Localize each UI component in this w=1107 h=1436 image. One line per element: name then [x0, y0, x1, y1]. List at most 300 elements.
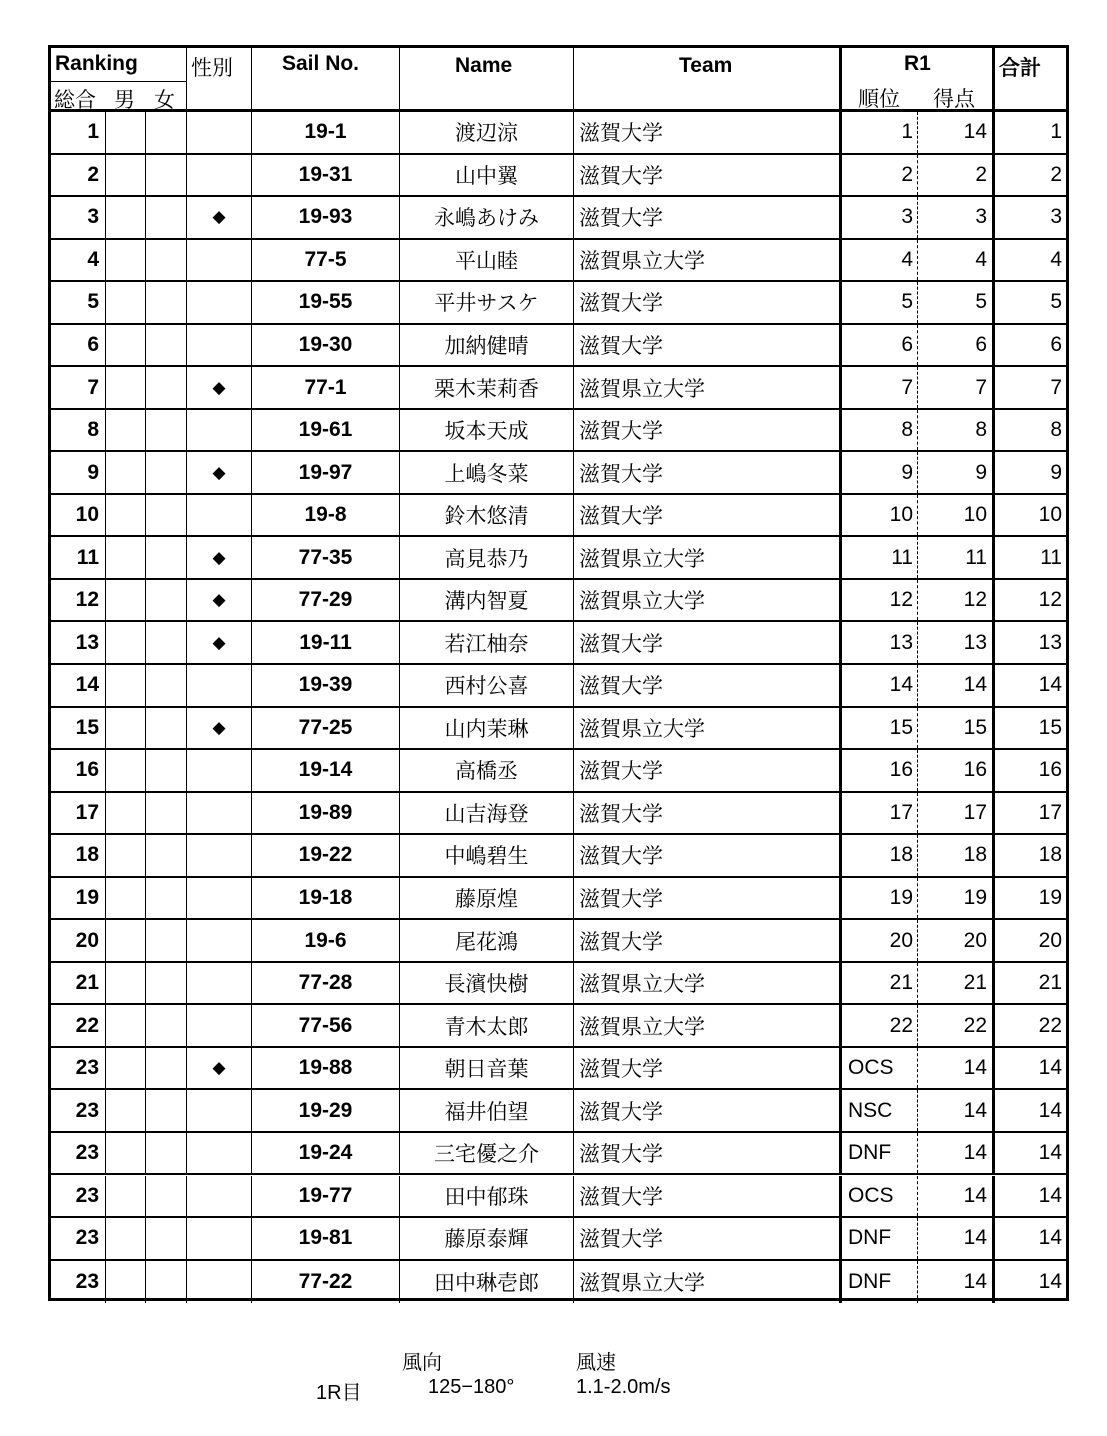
sail-no-label: Sail No.: [282, 52, 360, 75]
ranking-header: [51, 48, 187, 112]
sail-header: [252, 48, 400, 109]
rank-cell: 23: [51, 1090, 106, 1131]
team-cell: 滋賀大学: [574, 750, 842, 791]
table-row: [51, 1218, 1066, 1261]
sail-no-cell: 19-39: [252, 665, 400, 706]
gender-cell: [187, 240, 252, 281]
sail-no-cell: 19-61: [252, 410, 400, 451]
team-cell: 滋賀大学: [574, 622, 842, 663]
position-cell: 20: [842, 920, 918, 961]
name-cell: 田中琳壱郎: [400, 1261, 574, 1304]
female-rank-cell: [146, 495, 187, 536]
gender-cell: ◆: [187, 622, 252, 663]
position-cell: 5: [842, 282, 918, 323]
race-header: [842, 48, 995, 109]
female-rank-cell: [146, 665, 187, 706]
position-cell: 22: [842, 1005, 918, 1046]
table-row: [51, 1048, 1066, 1091]
position-cell: DNF: [842, 1218, 918, 1259]
total-cell: 14: [1038, 1183, 1062, 1207]
name-cell: 栗木茉莉香: [400, 367, 574, 408]
male-rank-cell: [106, 1218, 146, 1259]
gender-cell: [187, 1133, 252, 1174]
team-cell: 滋賀県立大学: [574, 240, 842, 281]
gender-cell: [187, 920, 252, 961]
rank-cell: 23: [51, 1133, 106, 1174]
male-rank-cell: [106, 878, 146, 919]
name-cell: 高橋丞: [400, 750, 574, 791]
points-cell: 14: [918, 1261, 995, 1304]
team-cell: 滋賀大学: [574, 665, 842, 706]
male-rank-cell: [106, 325, 146, 366]
name-cell: 高見恭乃: [400, 537, 574, 578]
gender-cell: ◆: [187, 537, 252, 578]
name-label: Name: [455, 54, 513, 77]
male-rank-cell: [106, 580, 146, 621]
name-cell: 上嶋冬菜: [400, 452, 574, 493]
position-cell: 15: [842, 708, 918, 749]
sail-no-cell: 19-8: [252, 495, 400, 536]
total-cell: 14: [1038, 673, 1062, 697]
gender-cell: [187, 1176, 252, 1217]
name-cell: 山中翼: [400, 155, 574, 196]
points-cell: 12: [918, 580, 995, 621]
gender-cell: [187, 963, 252, 1004]
total-cell: 14: [1038, 1056, 1062, 1080]
name-cell: 加納健晴: [400, 325, 574, 366]
name-cell: 藤原煌: [400, 878, 574, 919]
table-row: [51, 878, 1066, 921]
total-cell: 7: [1050, 375, 1062, 399]
sail-no-cell: 19-22: [252, 835, 400, 876]
results-table: [48, 45, 1069, 1301]
table-row: [51, 282, 1066, 325]
table-row: [51, 112, 1066, 155]
total-cell: 14: [1038, 1098, 1062, 1122]
male-label: 男: [114, 88, 135, 112]
sail-no-cell: 77-5: [252, 240, 400, 281]
points-cell: 5: [918, 282, 995, 323]
total-cell: 12: [1038, 588, 1062, 612]
rank-cell: 19: [51, 878, 106, 919]
rank-cell: 9: [51, 452, 106, 493]
name-cell: 山内茉琳: [400, 708, 574, 749]
table-row: [51, 155, 1066, 198]
points-cell: 19: [918, 878, 995, 919]
team-cell: 滋賀大学: [574, 1048, 842, 1089]
position-cell: OCS: [842, 1048, 918, 1089]
name-cell: 鈴木悠清: [400, 495, 574, 536]
rank-cell: 13: [51, 622, 106, 663]
race-label: R1: [904, 52, 931, 75]
team-cell: 滋賀大学: [574, 793, 842, 834]
position-label: 順位: [858, 87, 900, 111]
wind-direction-value: 125−180°: [428, 1376, 515, 1398]
table-row: [51, 665, 1066, 708]
female-rank-cell: [146, 963, 187, 1004]
total-cell: 4: [1050, 247, 1062, 271]
gender-cell: [187, 282, 252, 323]
position-cell: 12: [842, 580, 918, 621]
rank-cell: 4: [51, 240, 106, 281]
sail-no-cell: 19-1: [252, 112, 400, 153]
team-cell: 滋賀大学: [574, 325, 842, 366]
total-cell: 3: [1050, 205, 1062, 229]
table-row: [51, 750, 1066, 793]
table-row: [51, 1261, 1066, 1304]
name-cell: 若江柚奈: [400, 622, 574, 663]
female-rank-cell: [146, 1218, 187, 1259]
male-rank-cell: [106, 835, 146, 876]
gender-cell: [187, 410, 252, 451]
sail-no-cell: 19-97: [252, 452, 400, 493]
table-row: [51, 240, 1066, 283]
name-cell: 田中郁珠: [400, 1176, 574, 1217]
points-cell: 11: [918, 537, 995, 578]
points-cell: 20: [918, 920, 995, 961]
name-cell: 福井伯望: [400, 1090, 574, 1131]
female-rank-cell: [146, 1090, 187, 1131]
name-cell: 尾花鴻: [400, 920, 574, 961]
male-rank-cell: [106, 1090, 146, 1131]
total-cell: 20: [1038, 928, 1062, 952]
gender-cell: ◆: [187, 367, 252, 408]
wind-direction-label: 風向: [402, 1350, 442, 1374]
rank-cell: 23: [51, 1218, 106, 1259]
position-cell: 10: [842, 495, 918, 536]
table-row: [51, 495, 1066, 538]
male-rank-cell: [106, 537, 146, 578]
name-cell: 坂本天成: [400, 410, 574, 451]
points-cell: 14: [918, 112, 995, 153]
sail-no-cell: 77-56: [252, 1005, 400, 1046]
female-rank-cell: [146, 367, 187, 408]
male-rank-cell: [106, 750, 146, 791]
rank-cell: 22: [51, 1005, 106, 1046]
rank-cell: 11: [51, 537, 106, 578]
points-cell: 14: [918, 665, 995, 706]
team-cell: 滋賀大学: [574, 452, 842, 493]
name-cell: 朝日音葉: [400, 1048, 574, 1089]
gender-cell: [187, 665, 252, 706]
female-rank-cell: [146, 197, 187, 238]
total-label: 合計: [999, 57, 1041, 80]
points-cell: 16: [918, 750, 995, 791]
wind-speed-value: 1.1-2.0m/s: [576, 1376, 671, 1398]
team-label: Team: [679, 54, 733, 77]
sail-no-cell: 19-93: [252, 197, 400, 238]
female-rank-cell: [146, 155, 187, 196]
team-cell: 滋賀大学: [574, 1133, 842, 1174]
gender-cell: [187, 878, 252, 919]
table-row: [51, 367, 1066, 410]
gender-cell: ◆: [187, 708, 252, 749]
table-row: [51, 835, 1066, 878]
position-cell: 3: [842, 197, 918, 238]
team-cell: 滋賀大学: [574, 920, 842, 961]
female-rank-cell: [146, 452, 187, 493]
points-cell: 4: [918, 240, 995, 281]
team-cell: 滋賀大学: [574, 282, 842, 323]
team-cell: 滋賀県立大学: [574, 708, 842, 749]
position-cell: 14: [842, 665, 918, 706]
table-row: [51, 1133, 1066, 1176]
points-cell: 2: [918, 155, 995, 196]
wind-speed-label: 風速: [576, 1350, 616, 1374]
sail-no-cell: 19-89: [252, 793, 400, 834]
rank-cell: 14: [51, 665, 106, 706]
female-rank-cell: [146, 750, 187, 791]
position-cell: 16: [842, 750, 918, 791]
points-cell: 8: [918, 410, 995, 451]
points-cell: 15: [918, 708, 995, 749]
team-cell: 滋賀大学: [574, 878, 842, 919]
total-header: [995, 48, 1066, 109]
sail-no-cell: 19-31: [252, 155, 400, 196]
position-cell: NSC: [842, 1090, 918, 1131]
team-cell: 滋賀県立大学: [574, 1005, 842, 1046]
male-rank-cell: [106, 1005, 146, 1046]
table-row: [51, 963, 1066, 1006]
table-row: [51, 537, 1066, 580]
gender-cell: ◆: [187, 580, 252, 621]
name-cell: 藤原泰輝: [400, 1218, 574, 1259]
gender-cell: ◆: [187, 452, 252, 493]
male-rank-cell: [106, 367, 146, 408]
female-rank-cell: [146, 622, 187, 663]
points-cell: 21: [918, 963, 995, 1004]
points-cell: 13: [918, 622, 995, 663]
table-row: [51, 452, 1066, 495]
rank-cell: 3: [51, 197, 106, 238]
team-cell: 滋賀大学: [574, 495, 842, 536]
male-rank-cell: [106, 197, 146, 238]
female-rank-cell: [146, 708, 187, 749]
male-rank-cell: [106, 1133, 146, 1174]
table-row: [51, 1090, 1066, 1133]
points-cell: 14: [918, 1176, 995, 1217]
name-cell: 西村公喜: [400, 665, 574, 706]
points-cell: 7: [918, 367, 995, 408]
team-cell: 滋賀大学: [574, 155, 842, 196]
points-cell: 3: [918, 197, 995, 238]
sail-no-cell: 19-29: [252, 1090, 400, 1131]
total-cell: 8: [1050, 418, 1062, 442]
total-cell: 13: [1038, 630, 1062, 654]
total-cell: 14: [1038, 1226, 1062, 1250]
rank-cell: 12: [51, 580, 106, 621]
total-cell: 21: [1038, 971, 1062, 995]
team-cell: 滋賀県立大学: [574, 963, 842, 1004]
female-rank-cell: [146, 325, 187, 366]
gender-cell: [187, 1218, 252, 1259]
position-cell: 18: [842, 835, 918, 876]
position-cell: 19: [842, 878, 918, 919]
male-rank-cell: [106, 240, 146, 281]
table-row: [51, 1176, 1066, 1219]
rank-cell: 8: [51, 410, 106, 451]
total-cell: 10: [1038, 503, 1062, 527]
table-row: [51, 325, 1066, 368]
male-rank-cell: [106, 282, 146, 323]
name-cell: 溝内智夏: [400, 580, 574, 621]
sail-no-cell: 19-77: [252, 1176, 400, 1217]
male-rank-cell: [106, 665, 146, 706]
sail-no-cell: 19-30: [252, 325, 400, 366]
points-cell: 14: [918, 1048, 995, 1089]
female-rank-cell: [146, 240, 187, 281]
gender-cell: [187, 155, 252, 196]
total-cell: 14: [1038, 1141, 1062, 1165]
female-rank-cell: [146, 793, 187, 834]
male-rank-cell: [106, 452, 146, 493]
sail-no-cell: 19-11: [252, 622, 400, 663]
rank-cell: 7: [51, 367, 106, 408]
table-header: [51, 48, 1066, 112]
rank-cell: 23: [51, 1261, 106, 1304]
gender-cell: [187, 835, 252, 876]
race-number-label: 1R目: [316, 1382, 362, 1404]
total-cell: 14: [1038, 1269, 1062, 1293]
table-row: [51, 410, 1066, 453]
gender-cell: [187, 1090, 252, 1131]
position-cell: DNF: [842, 1261, 918, 1304]
team-cell: 滋賀大学: [574, 1176, 842, 1217]
rank-cell: 23: [51, 1048, 106, 1089]
gender-cell: [187, 750, 252, 791]
name-cell: 三宅優之介: [400, 1133, 574, 1174]
sail-no-cell: 77-28: [252, 963, 400, 1004]
table-row: [51, 793, 1066, 836]
male-rank-cell: [106, 1048, 146, 1089]
points-cell: 18: [918, 835, 995, 876]
sail-no-cell: 77-22: [252, 1261, 400, 1304]
rank-cell: 15: [51, 708, 106, 749]
rank-cell: 23: [51, 1176, 106, 1217]
overall-label: 総合: [54, 88, 96, 112]
male-rank-cell: [106, 155, 146, 196]
team-cell: 滋賀大学: [574, 410, 842, 451]
rank-cell: 10: [51, 495, 106, 536]
points-cell: 14: [918, 1090, 995, 1131]
rank-cell: 1: [51, 112, 106, 153]
team-cell: 滋賀大学: [574, 112, 842, 153]
gender-cell: [187, 495, 252, 536]
table-row: [51, 708, 1066, 751]
male-rank-cell: [106, 1176, 146, 1217]
gender-label: 性別: [191, 56, 233, 80]
male-rank-cell: [106, 410, 146, 451]
gender-cell: ◆: [187, 197, 252, 238]
position-cell: 21: [842, 963, 918, 1004]
position-cell: DNF: [842, 1133, 918, 1174]
position-cell: 7: [842, 367, 918, 408]
total-cell: 16: [1038, 758, 1062, 782]
total-cell: 9: [1050, 460, 1062, 484]
name-cell: 中嶋碧生: [400, 835, 574, 876]
total-cell: 15: [1038, 715, 1062, 739]
team-cell: 滋賀大学: [574, 1090, 842, 1131]
gender-cell: [187, 1005, 252, 1046]
male-rank-cell: [106, 495, 146, 536]
sail-no-cell: 77-35: [252, 537, 400, 578]
female-rank-cell: [146, 1261, 187, 1304]
sail-no-cell: 19-88: [252, 1048, 400, 1089]
male-rank-cell: [106, 793, 146, 834]
gender-cell: [187, 112, 252, 153]
table-row: [51, 580, 1066, 623]
total-cell: 17: [1038, 800, 1062, 824]
female-rank-cell: [146, 1133, 187, 1174]
rank-cell: 5: [51, 282, 106, 323]
sail-no-cell: 77-29: [252, 580, 400, 621]
position-cell: 11: [842, 537, 918, 578]
team-cell: 滋賀県立大学: [574, 367, 842, 408]
name-cell: 渡辺涼: [400, 112, 574, 153]
rank-cell: 18: [51, 835, 106, 876]
rank-cell: 2: [51, 155, 106, 196]
gender-cell: [187, 1261, 252, 1304]
sail-no-cell: 19-6: [252, 920, 400, 961]
female-rank-cell: [146, 410, 187, 451]
team-cell: 滋賀大学: [574, 1218, 842, 1259]
female-rank-cell: [146, 580, 187, 621]
male-rank-cell: [106, 1261, 146, 1304]
team-cell: 滋賀大学: [574, 835, 842, 876]
sail-no-cell: 19-14: [252, 750, 400, 791]
total-cell: 19: [1038, 885, 1062, 909]
points-cell: 6: [918, 325, 995, 366]
position-cell: 8: [842, 410, 918, 451]
female-rank-cell: [146, 835, 187, 876]
points-cell: 22: [918, 1005, 995, 1046]
position-cell: 2: [842, 155, 918, 196]
name-cell: 長濱快樹: [400, 963, 574, 1004]
points-cell: 9: [918, 452, 995, 493]
position-cell: OCS: [842, 1176, 918, 1217]
points-cell: 14: [918, 1133, 995, 1174]
position-cell: 13: [842, 622, 918, 663]
rank-cell: 6: [51, 325, 106, 366]
points-cell: 10: [918, 495, 995, 536]
team-cell: 滋賀県立大学: [574, 580, 842, 621]
team-cell: 滋賀県立大学: [574, 1261, 842, 1304]
points-label: 得点: [933, 87, 975, 111]
team-cell: 滋賀県立大学: [574, 537, 842, 578]
male-rank-cell: [106, 963, 146, 1004]
female-rank-cell: [146, 1005, 187, 1046]
position-cell: 4: [842, 240, 918, 281]
position-cell: 17: [842, 793, 918, 834]
female-rank-cell: [146, 537, 187, 578]
sail-no-cell: 19-81: [252, 1218, 400, 1259]
rank-cell: 21: [51, 963, 106, 1004]
name-cell: 山吉海登: [400, 793, 574, 834]
gender-cell: ◆: [187, 1048, 252, 1089]
position-cell: 6: [842, 325, 918, 366]
team-cell: 滋賀大学: [574, 197, 842, 238]
total-cell: 5: [1050, 290, 1062, 314]
gender-header: [187, 48, 252, 109]
total-cell: 2: [1050, 162, 1062, 186]
female-rank-cell: [146, 282, 187, 323]
female-rank-cell: [146, 1048, 187, 1089]
total-cell: 6: [1050, 332, 1062, 356]
rank-cell: 17: [51, 793, 106, 834]
name-cell: 平井サスケ: [400, 282, 574, 323]
table-row: [51, 920, 1066, 963]
rank-cell: 20: [51, 920, 106, 961]
